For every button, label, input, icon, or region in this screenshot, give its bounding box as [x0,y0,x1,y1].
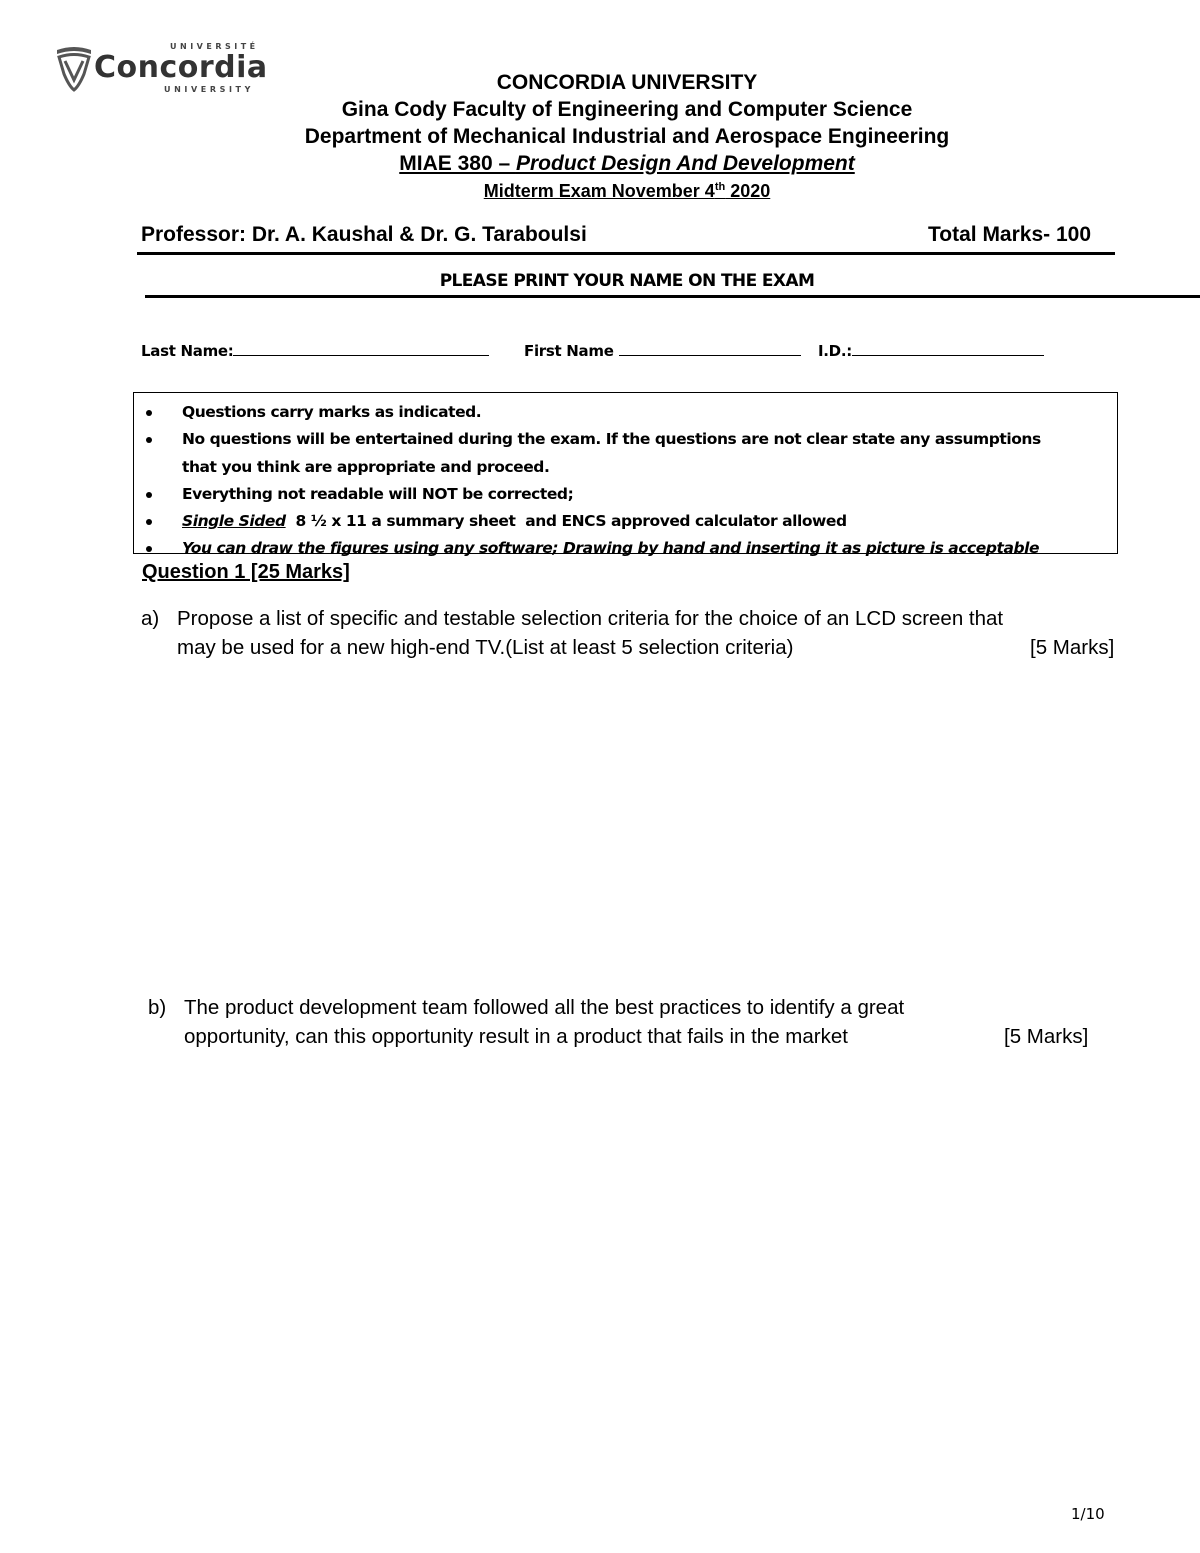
first-name-field[interactable] [524,340,801,360]
question-1b-marks: [5 Marks] [1004,1025,1089,1048]
question-1b [148,993,1148,1053]
exam-date-sup: th [714,181,726,193]
bullet-icon [146,410,152,416]
question-1a-line2: may be used for a new high-end TV.(List at least 5 selection criteria) [177,636,794,659]
print-name-notice: PLEASE PRINT YOUR NAME ON THE EXAM [439,271,815,291]
department-name: Department of Mechanical Industrial and Aerospace Engineering [304,125,950,148]
id-blank[interactable] [852,340,1044,356]
id-field[interactable] [818,340,1044,360]
professor-line: Professor: Dr. A. Kaushal & Dr. G. Taraboulsi [141,223,587,246]
page-number: 1/10 [1071,1505,1105,1523]
instructions-box [133,392,1118,558]
bullet-icon [146,492,152,498]
bullet-icon [146,519,152,525]
bullet-icon [146,546,152,552]
instruction-item: You can draw the figures using any software; Drawing by hand and inserting it as picture is acceptable [144,535,1109,562]
question-1a [141,604,1141,664]
question-1a-marks: [5 Marks] [1030,636,1115,659]
course-code: MIAE 380 – [399,152,516,175]
instruction-item: Single Sided 8 ½ x 11 a summary sheet and ENCS approved calculator allowed [144,508,1109,535]
exam-date-prefix: Midterm Exam November 4 [483,181,715,201]
course-title [100,152,1154,176]
bullet-icon [146,437,152,443]
question-1a-label: a) [141,607,160,630]
question-1-title: Question 1 [25 Marks] [142,561,350,583]
header-divider [137,252,1115,255]
course-name: Product Design And Development [515,152,855,175]
first-name-label: First Name [524,342,614,360]
instructions-list [144,399,1109,563]
faculty-name: Gina Cody Faculty of Engineering and Computer Science [341,98,913,121]
instruction-item: No questions will be entertained during the exam. If the questions are not clear state any assumptions that you think are appropriate and proceed. [144,426,1109,481]
logo-main-text: Concordia [94,50,268,85]
question-1b-label: b) [148,996,167,1019]
question-1b-line2: opportunity, can this opportunity result in a product that fails in the market [184,1025,848,1048]
logo-top-text: UNIVERSITÉ [170,42,259,51]
exam-date-year: 2020 [725,181,771,201]
question-1b-line1: The product development team followed all the best practices to identify a great [184,996,905,1019]
instruction-item: Everything not readable will NOT be corrected; [144,481,1109,508]
first-name-blank[interactable] [619,340,801,356]
question-1a-line1: Propose a list of specific and testable selection criteria for the choice of an LCD screen that [177,607,1004,630]
logo-bottom-text: UNIVERSITY [164,85,254,94]
exam-date [100,181,1154,202]
instruction-item: Questions carry marks as indicated. [144,399,1109,426]
total-marks: Total Marks- 100 [928,223,1092,246]
concordia-shield-icon [54,44,94,94]
last-name-label: Last Name: [141,342,234,360]
last-name-field[interactable] [141,340,489,360]
notice-divider [145,295,1200,298]
last-name-blank[interactable] [233,340,489,356]
university-name: CONCORDIA UNIVERSITY [496,71,758,94]
id-label: I.D.: [818,342,852,360]
